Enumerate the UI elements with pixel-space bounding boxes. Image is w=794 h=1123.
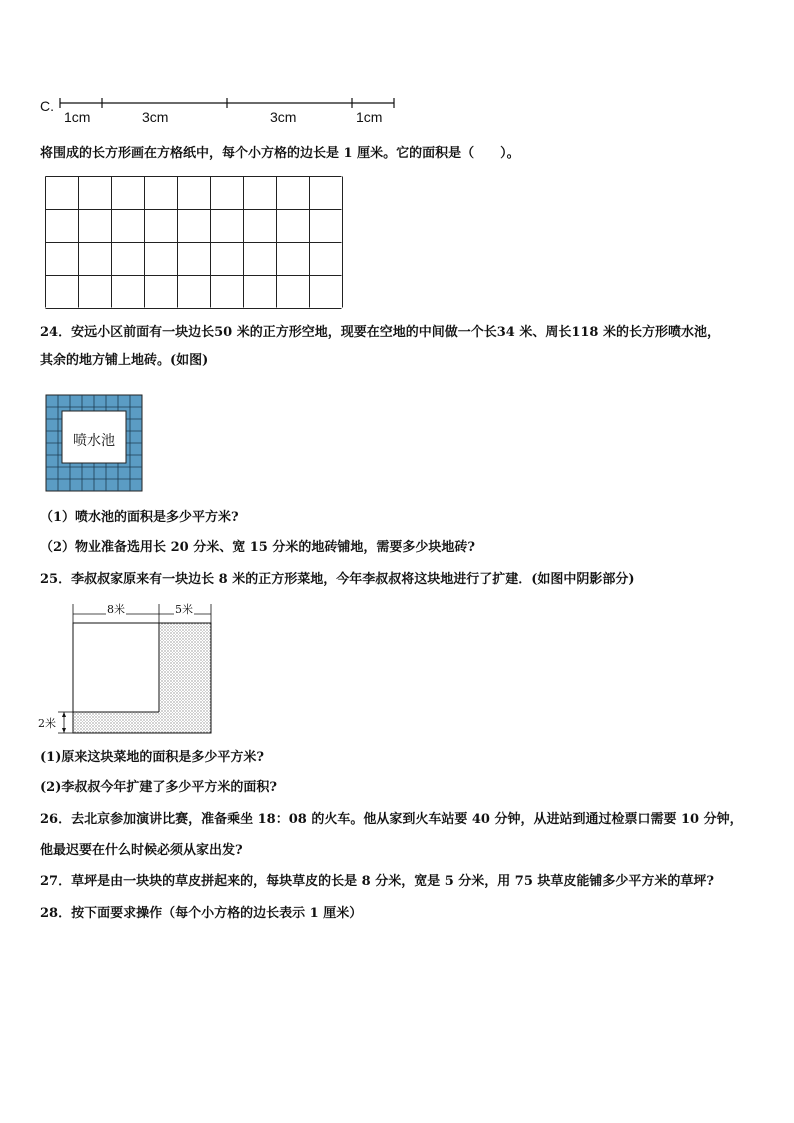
question-25-sub1: (1)原来这块菜地的面积是多少平方米? [40,750,264,765]
dimension-label-8m: 8米 [107,603,125,616]
question-27-text: 27．草坪是由一块块的草皮拼起来的，每块草皮的长是 8 分米，宽是 5 分米，用 75 块草皮能铺多少平方米的草坪? [40,874,715,889]
garden-figure [56,596,216,736]
question-26-line2: 他最迟要在什么时候必须从家出发? [40,843,243,858]
square-grid [45,176,342,308]
question-24-line1: 24．安远小区前面有一块边长50 米的正方形空地，现要在空地的中间做一个长34 米、周长118 米的长方形喷水池， [40,325,720,340]
ruler-diagram [58,96,398,110]
ruler-segment-label: 3cm [142,109,169,125]
fountain-label: 喷水池 [73,433,115,449]
ruler-segment-label: 3cm [270,109,297,125]
ruler-segment-label: 1cm [356,109,383,125]
question-25-text: 25．李叔叔家原来有一块边长 8 米的正方形菜地，今年李叔叔将这块地进行了扩建．(如图中阴影部分) [40,572,635,587]
ruler-option-letter: C. [40,98,54,114]
question-24-sub2: （2）物业准备选用长 20 分米、宽 15 分米的地砖铺地，需要多少块地砖? [40,540,475,555]
question-24-line2: 其余的地方铺上地砖。(如图) [40,353,209,368]
question-25-sub2: (2)李叔叔今年扩建了多少平方米的面积? [40,780,277,795]
question-24-sub1: （1）喷水池的面积是多少平方米? [40,510,239,525]
ruler-segment-label: 1cm [64,109,91,125]
question-28-text: 28．按下面要求操作（每个小方格的边长表示 1 厘米） [40,906,363,921]
dimension-label-5m: 5米 [175,603,193,616]
question-26-line1: 26．去北京参加演讲比赛，准备乘坐 18：08 的火车。他从家到火车站要 40 分钟，从进站到通过检票口需要 10 分钟， [40,812,743,827]
dimension-label-2m: 2米 [38,717,56,730]
question-text: 将围成的长方形画在方格纸中，每个小方格的边长是 1 厘米。它的面积是（ ）。 [40,146,520,161]
